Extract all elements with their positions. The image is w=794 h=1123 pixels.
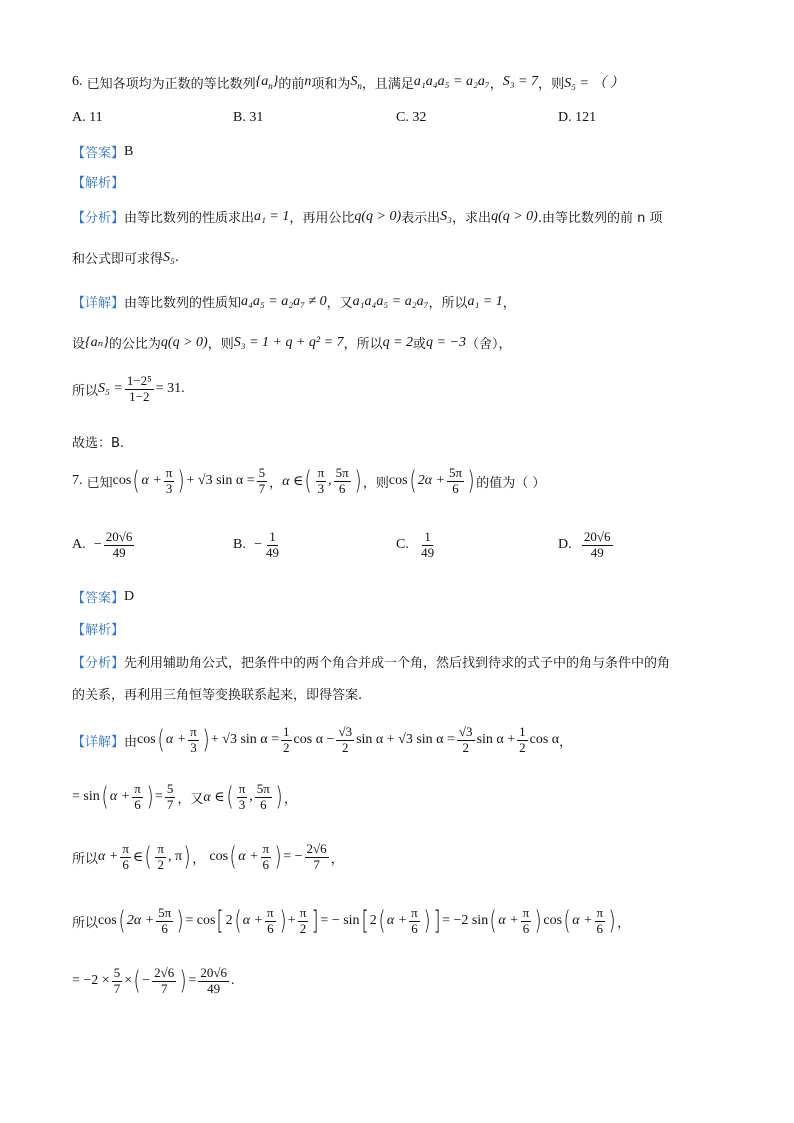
answer-label: 【答案】 <box>72 591 125 606</box>
fraction-numerator: π <box>522 905 530 920</box>
fenxi-math: q(q > 0) <box>354 208 402 224</box>
xj-math: α ∈ <box>203 789 225 805</box>
answer-value: D <box>124 588 135 604</box>
xiangjie-label: 【详解】 <box>72 296 125 311</box>
fraction-numerator: 20√6 <box>200 965 227 980</box>
q6-seq: {a <box>255 73 269 89</box>
xj-math: cos <box>137 732 156 748</box>
fraction-denominator: 3 <box>317 480 325 496</box>
q7-stem: 7. 已知 cos ( α + $\frac{\pi}{3}$ ) + √3 sin α = $\frac{5}{7}$ ， α ∈ ( $\frac{\pi}{3}$ , $\frac{5\pi}{6}$ ) ，则 cos ( 2α + $\frac{5\pi}{6}$ ) 的值为（ ） <box>72 465 546 497</box>
fraction-denominator: 2 <box>342 739 349 755</box>
fraction-denominator: 6 <box>596 920 604 936</box>
xj-text: 所以 <box>72 851 99 867</box>
fraction-denominator: 6 <box>452 480 459 496</box>
xj-text: ，所以 <box>343 337 383 352</box>
xj-math: α + <box>572 913 593 929</box>
xj-math: a₁a₄a₅ = a₂a₇ <box>352 293 429 309</box>
q6-stem-text: 已知各项均为正数的等比数列 <box>86 76 256 92</box>
q6-ask: S₅ = （ ） <box>564 76 624 91</box>
xj-math: α + <box>109 789 131 805</box>
analysis-label: 【解析】 <box>72 176 125 191</box>
q6-xiangjie-line1 <box>72 292 516 311</box>
q6-seq-sub: n <box>268 80 273 91</box>
q7-xiangjie-line1: 【详解】 由 cos ( α + $\frac{\pi}{3}$ ) + √3 sin α = $\frac{1}{2}$ cos α − $\frac{√3}{2}$ sin α + √3 sin α = $\frac{√3}{2}$ sin α + $\frac{1}{2}$ cos α ， <box>72 724 573 756</box>
fraction-denominator: 7 <box>258 480 266 496</box>
fraction-denominator: 7 <box>313 856 320 872</box>
xj-text: 所以 <box>72 915 99 931</box>
xj-math: cos <box>209 849 229 865</box>
xj-math: = − <box>283 849 303 865</box>
q7-xiangjie-line5: = −2 × $\frac{5}{7}$ × ( − $\frac{2√6}{7}$ ) = $\frac{20√6}{49}$ . <box>72 965 235 997</box>
xj-math: α + <box>498 913 519 929</box>
xj-math: a₁ = 1 <box>467 293 503 309</box>
q6-stem-text: ，且满足 <box>361 76 414 92</box>
fraction-denominator: 6 <box>134 796 141 812</box>
fenxi-math: S₅ <box>163 249 175 265</box>
final-choice: 故选：B. <box>72 436 125 451</box>
fenxi-math: a₁ = 1 <box>254 208 290 224</box>
q7-answer <box>72 587 134 606</box>
fraction-numerator: 2√6 <box>306 841 327 856</box>
xj-text: 所以 <box>72 383 99 399</box>
xj-math: , π <box>168 849 183 865</box>
q6-option-d: D. 121 <box>558 110 597 125</box>
q6-sn-sub: n <box>357 80 362 91</box>
xj-text: ，则 <box>207 337 234 352</box>
xj-text: ， <box>617 915 631 931</box>
fraction-denominator: 3 <box>238 796 246 812</box>
q7-math: 2α + <box>417 473 446 489</box>
answer-label: 【答案】 <box>72 146 125 161</box>
fraction-numerator: 5π <box>449 465 463 480</box>
q6-xiangjie-line3 <box>72 374 185 405</box>
xj-math: = −2 × <box>72 973 110 989</box>
xj-math: cos <box>543 913 563 929</box>
fraction-denominator: 3 <box>165 480 173 496</box>
fraction-numerator: π <box>299 905 307 920</box>
q6-cond1: a₁a₄a₅ = a₂a₇ <box>413 74 490 89</box>
xj-math: α + <box>386 913 408 929</box>
q7-stem-text: 的值为（ ） <box>476 475 546 491</box>
q7-fenxi-line2 <box>72 684 362 703</box>
q7-math: cos <box>388 473 408 489</box>
q7-math: + √3 sin α = <box>186 473 255 489</box>
xj-text: 由 <box>124 734 138 750</box>
fraction-numerator: √3 <box>338 724 353 739</box>
xj-text: 由等比数列的性质知 <box>124 296 242 311</box>
xj-text: ， <box>330 851 344 867</box>
q6-option-a: A. 11 <box>72 110 103 125</box>
q6-comma: ， <box>489 76 503 92</box>
fenxi-text: .由等比数列的前 n 项 <box>537 211 663 226</box>
xj-math: . <box>231 973 235 989</box>
xj-math: sin α + <box>476 732 516 748</box>
q6-stem-text: ，则 <box>538 76 565 92</box>
fraction-numerator: π <box>157 841 164 856</box>
fenxi-label: 【分析】 <box>72 211 125 226</box>
fraction-numerator: π <box>134 781 141 796</box>
fraction-numerator: 5 <box>166 781 174 796</box>
option-letter: C. <box>396 537 409 553</box>
q6-sn: S <box>350 73 358 89</box>
fraction-numerator: π <box>122 841 129 856</box>
fraction-numerator: √3 <box>458 724 473 739</box>
q7-xiangjie-line3: 所以 α + $\frac{\pi}{6}$ ∈ ( $\frac{\pi}{2}$ , π ) ， cos ( α + $\frac{\pi}{6}$ ) = − $\frac{2√6}{7}$ ， <box>72 841 344 873</box>
xj-math: {aₙ} <box>85 335 109 350</box>
xj-math: + √3 sin α = <box>210 732 280 748</box>
xj-math: 2α + <box>126 913 155 929</box>
fraction-denominator: 1−2 <box>129 388 150 404</box>
xj-math: = −2 sin <box>442 913 489 929</box>
fraction-denominator: 49 <box>112 544 126 560</box>
xj-math: S₃ = 1 + q + q² = 7 <box>233 334 344 350</box>
fraction-denominator: 6 <box>411 920 418 936</box>
fraction-denominator: 2 <box>283 739 290 755</box>
fraction-denominator: 6 <box>522 920 530 936</box>
fraction-numerator: 5π <box>158 905 172 920</box>
q6-stem-text: 的前 <box>278 76 305 92</box>
fraction-denominator: 2 <box>157 856 164 872</box>
fraction-denominator: 6 <box>260 796 267 812</box>
xj-math: sin α + √3 sin α = <box>356 732 455 748</box>
xj-text: ， <box>284 791 298 807</box>
fenxi-math: q(q > 0) <box>491 208 538 224</box>
fraction-denominator: 49 <box>207 980 221 996</box>
xj-text: 设 <box>72 337 86 352</box>
xj-text: 或 <box>413 337 427 352</box>
xj-math: S₅ = <box>98 381 123 397</box>
fraction-numerator: π <box>317 465 325 480</box>
q6-number: 6. <box>72 74 83 89</box>
fraction-numerator: 1 <box>519 724 526 739</box>
fraction-numerator: 5π <box>335 465 349 480</box>
q7-xiangjie-line4: 所以 cos ( 2α + $\frac{5\pi}{6}$ ) = cos [ 2 ( α + $\frac{\pi}{6}$ ) + $\frac{\pi}{2}$ ] = − sin [ 2 ( α + $\frac{\pi}{6}$ ) ] = −2 sin ( α + $\frac{\pi}{6}$ ) cos ( α + $\frac{\pi}{6}$ ) ， <box>72 905 631 937</box>
xj-text: ，又 <box>177 791 204 807</box>
fraction-denominator: 49 <box>590 544 604 560</box>
q7-stem-text: 已知 <box>86 475 113 491</box>
fraction-denominator: 7 <box>113 980 121 996</box>
fraction-numerator: 5 <box>258 465 266 480</box>
fraction-denominator: 7 <box>160 980 168 996</box>
q7-stem-text: ， <box>269 475 283 491</box>
q7-math: α + <box>141 473 162 489</box>
fraction-numerator: 1 <box>424 529 431 544</box>
fraction-denominator: 49 <box>266 544 280 560</box>
fraction-numerator: 1−2⁵ <box>126 373 152 388</box>
fenxi-math: S₃ <box>440 208 453 224</box>
q6-guxuan <box>72 432 124 451</box>
fraction-numerator: 5π <box>256 781 270 796</box>
answer-value: B <box>124 143 134 159</box>
fenxi-text: ，再用公比 <box>289 211 355 226</box>
q6-fenxi-line2 <box>72 248 179 267</box>
option-letter: B. <box>233 537 246 553</box>
fenxi-text: 由等比数列的性质求出 <box>124 211 255 226</box>
fraction-numerator: 20√6 <box>105 529 133 544</box>
fenxi-text: 的关系，再利用三角恒等变换联系起来，即得答案. <box>72 688 363 703</box>
fraction-numerator: 5 <box>113 965 121 980</box>
xiangjie-label: 【详解】 <box>72 734 125 750</box>
fenxi-text: 和公式即可求得 <box>72 252 164 267</box>
fraction-denominator: 49 <box>421 544 435 560</box>
q7-option-c <box>396 530 438 561</box>
fraction-numerator: 20√6 <box>583 529 611 544</box>
xj-text: ， <box>192 851 206 867</box>
q6-fenxi-line1 <box>72 207 662 226</box>
fenxi-label: 【分析】 <box>72 656 125 671</box>
q7-math: α ∈ <box>282 473 304 489</box>
option-sign: − <box>254 537 263 553</box>
q6-answer <box>72 142 133 161</box>
xj-math: q = 2 <box>382 334 414 350</box>
xj-math: = cos <box>185 913 216 929</box>
fraction-denominator: 2 <box>299 920 307 936</box>
q7-jiexi <box>72 619 124 638</box>
q6-n: n <box>304 74 312 89</box>
q7-option-d <box>558 530 615 561</box>
q7-option-a <box>72 530 136 561</box>
xj-text: ， <box>559 734 573 750</box>
fraction-numerator: 2√6 <box>154 965 175 980</box>
q6-stem <box>72 72 624 92</box>
xj-math: cos α − <box>293 732 335 748</box>
fraction-numerator: 1 <box>269 529 276 544</box>
fraction-denominator: 6 <box>338 480 346 496</box>
fenxi-text: 表示出 <box>401 211 441 226</box>
fraction-denominator: 6 <box>122 856 129 872</box>
q6-stem-text: 项和为 <box>311 76 351 92</box>
q6-xiangjie-line2 <box>72 333 511 352</box>
analysis-label: 【解析】 <box>72 623 125 638</box>
fraction-numerator: π <box>165 465 173 480</box>
option-letter: D. <box>558 537 572 553</box>
xj-math: α + <box>242 913 264 929</box>
xj-math: cos α <box>529 732 560 748</box>
fraction-numerator: π <box>238 781 246 796</box>
xj-math: a₄a₅ = a₂a₇ ≠ 0 <box>241 293 327 309</box>
q7-option-b <box>233 530 283 561</box>
fraction-numerator: π <box>190 724 197 739</box>
q7-stem-text: ，则 <box>362 475 389 491</box>
fenxi-text: ，求出 <box>452 211 492 226</box>
fraction-denominator: 7 <box>166 796 174 812</box>
xj-math: × <box>124 973 133 989</box>
xj-math: α + <box>238 849 259 865</box>
option-sign: − <box>93 537 102 553</box>
fraction-numerator: 1 <box>283 724 290 739</box>
fraction-denominator: 3 <box>190 739 197 755</box>
q7-fenxi-line1 <box>72 652 670 671</box>
fraction-denominator: 6 <box>262 856 270 872</box>
fraction-denominator: 6 <box>267 920 274 936</box>
xj-math: ∈ <box>132 849 144 865</box>
xj-text: ，所以 <box>428 296 468 311</box>
fenxi-text: . <box>174 250 180 265</box>
xj-math: = 31. <box>155 381 185 397</box>
fenxi-text: 先利用辅助角公式，把条件中的两个角合并成一个角，然后找到待求的式子中的角与条件中的角 <box>124 656 671 671</box>
fraction-denominator: 2 <box>519 739 526 755</box>
xj-math: q(q > 0) <box>160 334 208 350</box>
fraction-numerator: π <box>411 905 418 920</box>
xj-math: cos <box>98 913 117 929</box>
q6-option-c: C. 32 <box>396 110 427 125</box>
q7-number: 7. <box>72 473 83 489</box>
q6-jiexi <box>72 172 124 191</box>
xj-math: = − sin <box>320 913 360 929</box>
q6-seq-close: } <box>272 73 279 89</box>
fraction-denominator: 6 <box>161 920 168 936</box>
fraction-denominator: 2 <box>462 739 469 755</box>
q6-cond2: S₃ = 7 <box>502 74 539 89</box>
xj-math: α + <box>98 849 119 865</box>
fraction-numerator: π <box>262 841 270 856</box>
xj-math: q = −3 <box>426 334 466 350</box>
xj-text: ， <box>502 296 516 311</box>
q7-math: cos <box>112 473 132 489</box>
xj-math: = <box>154 789 163 805</box>
xj-text: ，又 <box>326 296 353 311</box>
xj-text: （舍）， <box>465 337 512 352</box>
xj-math: = sin <box>72 789 100 805</box>
q7-xiangjie-line2: = sin ( α + $\frac{\pi}{6}$ ) = $\frac{5}{7}$ ，又 α ∈ ( $\frac{\pi}{3}$ , $\frac{5\pi}{6}$ ) ， <box>72 781 298 813</box>
fraction-numerator: π <box>596 905 604 920</box>
fraction-numerator: π <box>267 905 274 920</box>
option-letter: A. <box>72 537 86 553</box>
xj-math: α + <box>165 732 187 748</box>
q6-option-b: B. 31 <box>233 110 264 125</box>
xj-text: 的公比为 <box>108 337 161 352</box>
